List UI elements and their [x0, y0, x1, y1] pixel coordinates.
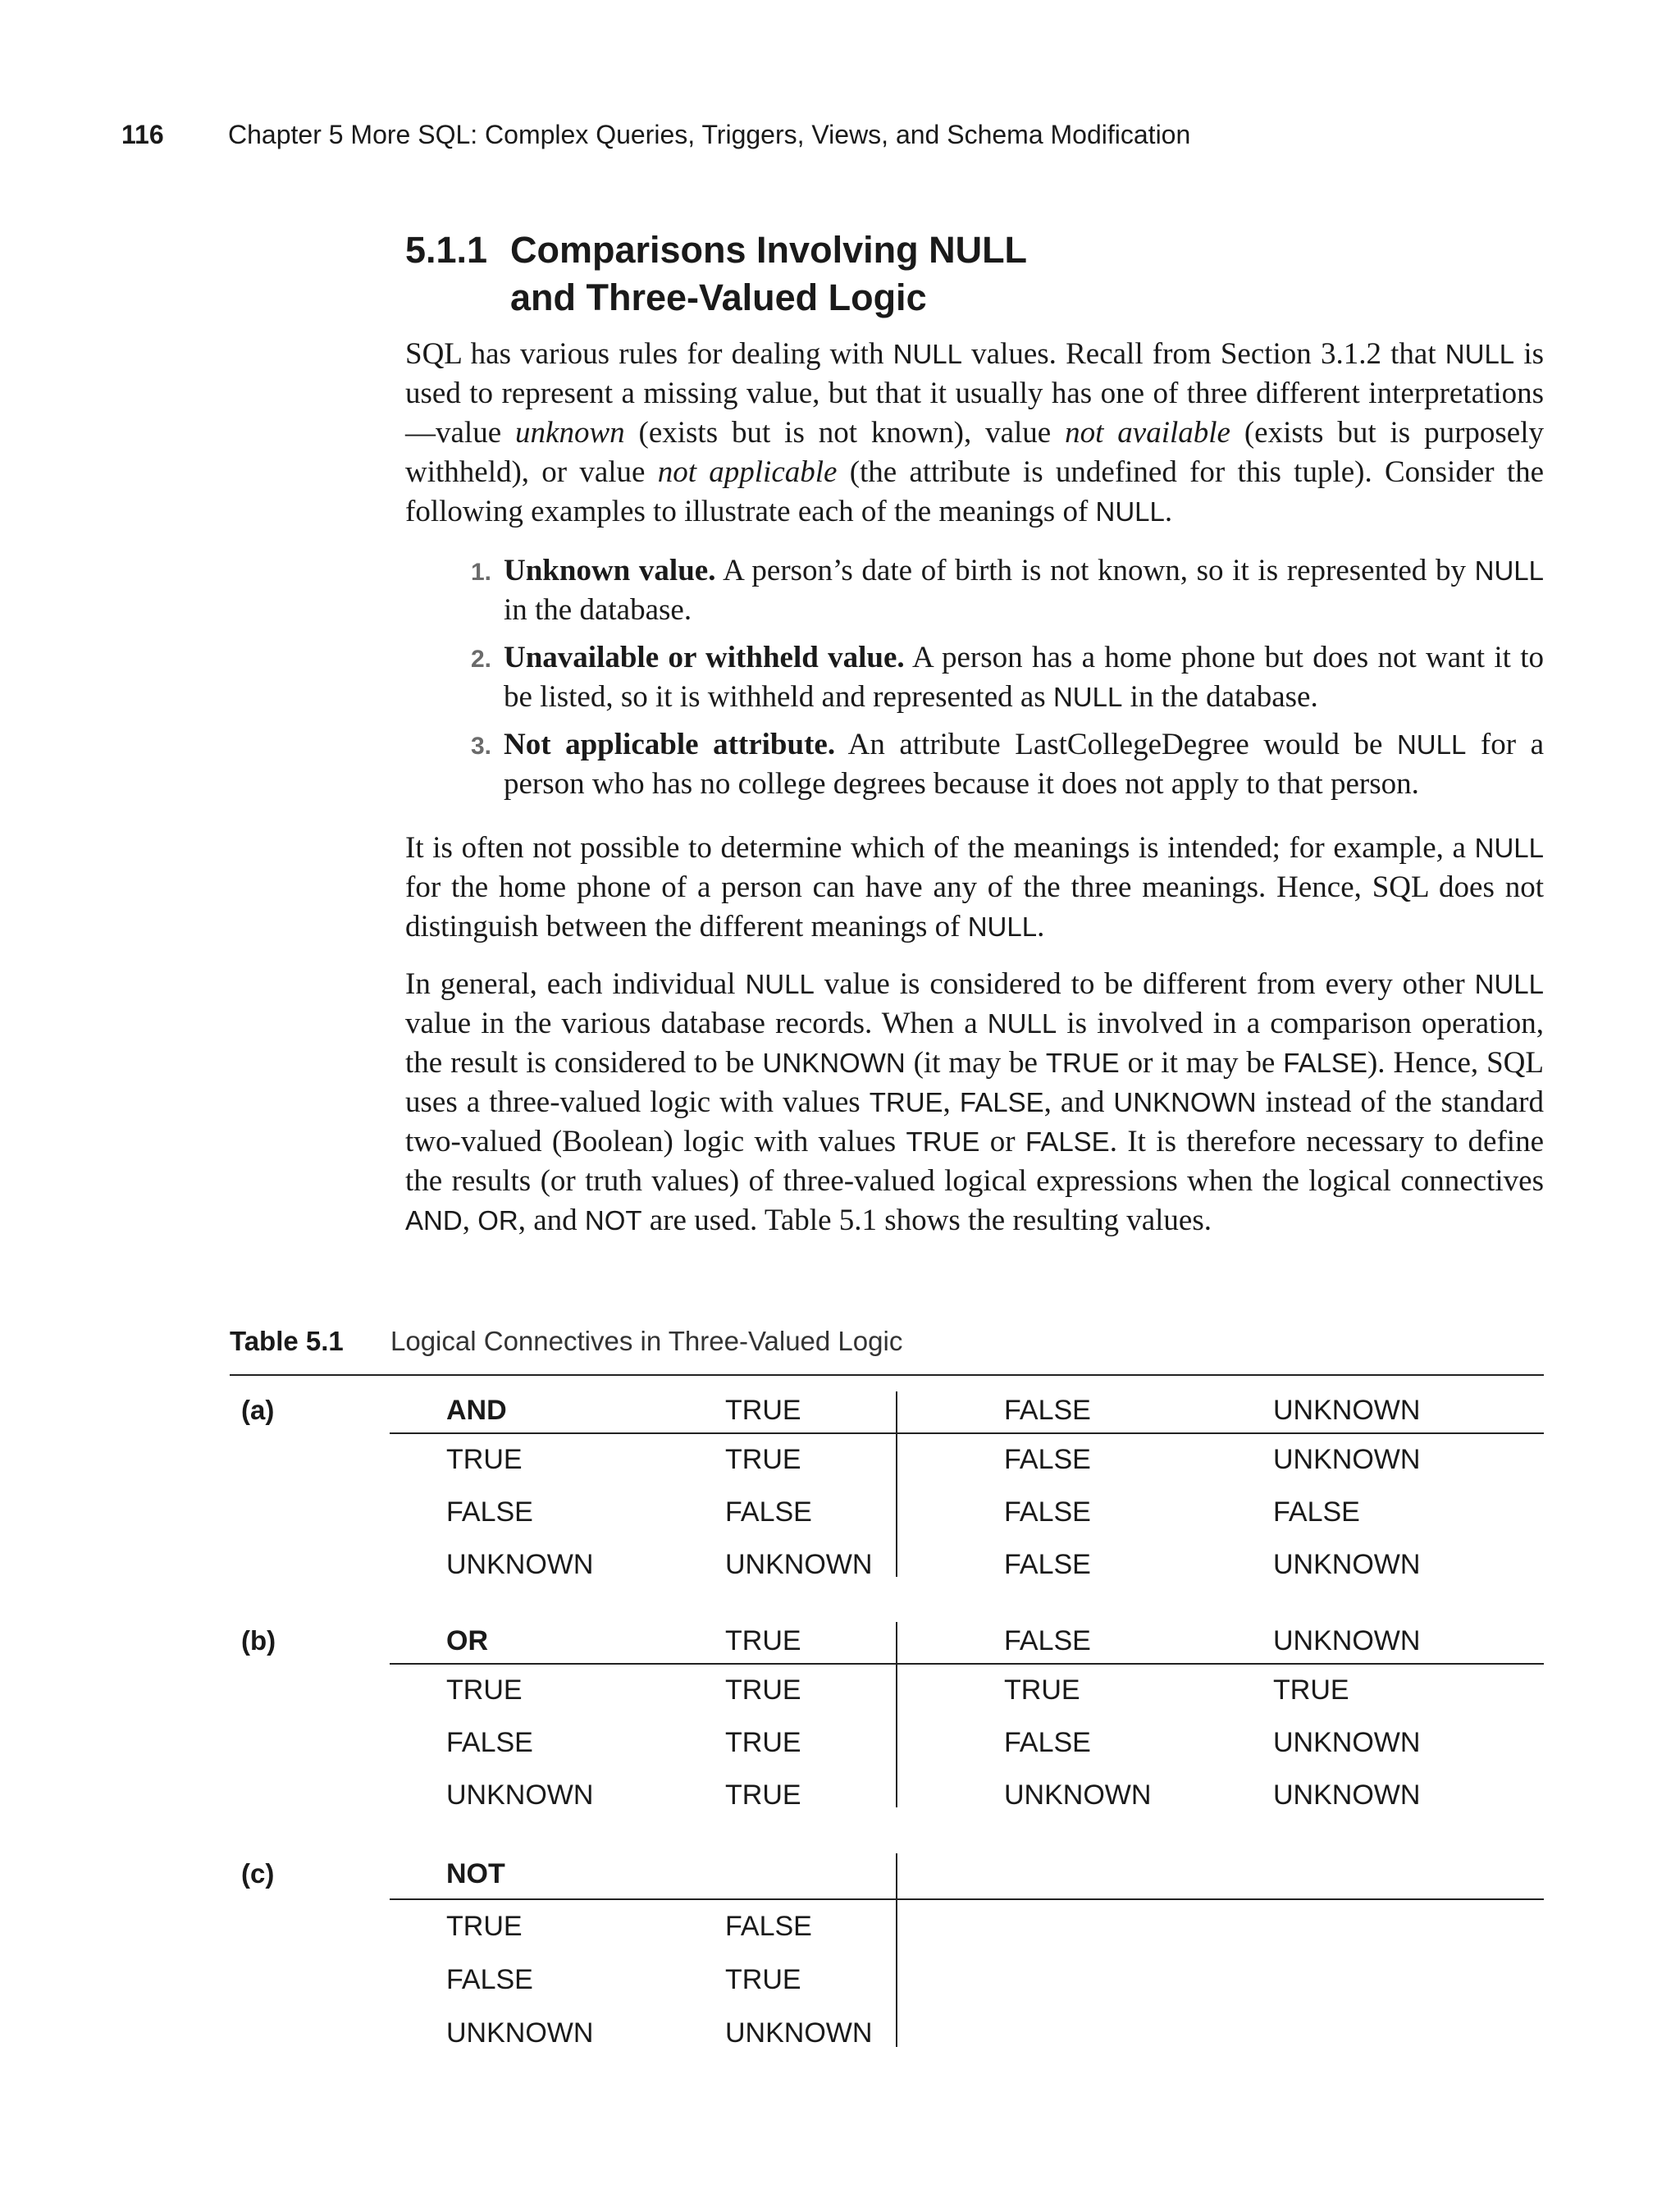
list-label: Unavailable or withheld value.: [504, 641, 905, 674]
cell: TRUE: [725, 1964, 801, 1995]
list-label: Unknown value.: [504, 554, 716, 587]
text: values. Recall from Section 3.1.2 that: [962, 337, 1445, 371]
running-head: [121, 120, 1190, 150]
cell: UNKNOWN: [1273, 1444, 1421, 1475]
list-item: [405, 725, 1544, 804]
text: A person has a home phone but does not want it to be listed, so it is withheld and represented as: [504, 641, 1544, 714]
paragraph-2: [405, 829, 1544, 947]
section-title-line2: and Three-Valued Logic: [510, 276, 927, 318]
cell: UNKNOWN: [725, 1549, 873, 1580]
header-rule: [390, 1663, 1544, 1665]
header-cell: UNKNOWN: [1273, 1625, 1421, 1656]
cell: UNKNOWN: [446, 1779, 594, 1811]
cell: UNKNOWN: [725, 2017, 873, 2049]
text: (it may be: [905, 1046, 1046, 1080]
text: is involved in a comparison operation, the result is considered to be: [405, 1007, 1544, 1080]
keyword: TRUE: [869, 1087, 943, 1117]
cell: UNKNOWN: [1004, 1779, 1152, 1811]
cell: UNKNOWN: [1273, 1549, 1421, 1580]
cell: UNKNOWN: [1273, 1727, 1421, 1758]
keyword-null: NULL: [1474, 833, 1544, 863]
text: It is often not possible to determine which of the meanings is intended; for example, a: [405, 831, 1475, 865]
keyword-null: NULL: [892, 339, 962, 369]
header-cell: NOT: [446, 1858, 505, 1889]
cell: FALSE: [725, 1911, 812, 1942]
table-or: [230, 1625, 1544, 1814]
text: are used. Table 5.1 shows the resulting values.: [641, 1204, 1212, 1237]
keyword: NULL: [1474, 969, 1544, 999]
text: value is considered to be different from every other: [814, 967, 1475, 1001]
keyword: TRUE: [906, 1126, 980, 1157]
subtable-tag: (a): [241, 1395, 275, 1425]
keyword-null: NULL: [1095, 496, 1165, 527]
table-title: Logical Connectives in Three-Valued Logic: [390, 1326, 903, 1356]
subtable-tag: (c): [241, 1858, 275, 1889]
table-row: [230, 1549, 1544, 1582]
table-row: [230, 1964, 1544, 1997]
cell: TRUE: [725, 1444, 801, 1475]
text: SQL has various rules for dealing with: [405, 337, 893, 371]
examples-list: [405, 551, 1544, 812]
keyword: AND: [405, 1205, 463, 1236]
keyword: FALSE: [1025, 1126, 1110, 1157]
table-row: [230, 1674, 1544, 1707]
chapter-title: Chapter 5 More SQL: Complex Queries, Triggers, Views, and Schema Modification: [228, 120, 1191, 149]
keyword: UNKNOWN: [1113, 1087, 1257, 1117]
emphasis: not applicable: [657, 455, 838, 489]
emphasis: unknown: [515, 416, 625, 450]
cell: TRUE: [1004, 1674, 1080, 1706]
header-cell: AND: [446, 1395, 507, 1426]
cell: FALSE: [446, 1496, 533, 1528]
cell: TRUE: [446, 1444, 523, 1475]
cell: FALSE: [1273, 1496, 1360, 1528]
cell: UNKNOWN: [446, 1549, 594, 1580]
cell: TRUE: [725, 1674, 801, 1706]
header-cell: TRUE: [725, 1625, 801, 1656]
caption-rule: [230, 1374, 1544, 1376]
header-rule: [390, 1432, 1544, 1434]
text: (exists but is purposely withheld), or value: [405, 416, 1545, 489]
cell: TRUE: [446, 1674, 523, 1706]
text: (the attribute is undefined for this tuple). Consider the following examples to illustrate each of the meanings of: [405, 455, 1545, 528]
cell: FALSE: [1004, 1727, 1091, 1758]
text: is used to represent a missing value, but that it usually has one of three different interpretations—value: [405, 337, 1544, 450]
list-item: [405, 638, 1544, 717]
cell: FALSE: [1004, 1444, 1091, 1475]
text: ,: [462, 1204, 478, 1237]
keyword: OR: [477, 1205, 518, 1236]
header-cell: TRUE: [725, 1395, 801, 1426]
table-row: [230, 1779, 1544, 1812]
table-row: [230, 1911, 1544, 1944]
cell: FALSE: [1004, 1549, 1091, 1580]
cell: TRUE: [725, 1779, 801, 1811]
keyword: FALSE: [1283, 1048, 1367, 1078]
cell: FALSE: [1004, 1496, 1091, 1528]
subtable-tag: (b): [241, 1625, 276, 1656]
header-cell: UNKNOWN: [1273, 1395, 1421, 1426]
section-title-line1: Comparisons Involving NULL: [510, 229, 1028, 271]
keyword: UNKNOWN: [762, 1048, 906, 1078]
table-label: Table 5.1: [230, 1326, 344, 1356]
keyword: FALSE: [959, 1087, 1044, 1117]
header-cell: FALSE: [1004, 1395, 1091, 1426]
table-and: [230, 1395, 1544, 1583]
table-row: [230, 1496, 1544, 1529]
text: , and: [1043, 1085, 1114, 1119]
keyword-null: NULL: [1396, 729, 1467, 760]
keyword: NULL: [745, 969, 815, 999]
text: in the database.: [1122, 680, 1318, 714]
keyword-null: NULL: [1445, 339, 1515, 369]
list-item: [405, 551, 1544, 630]
text: for a person who has no college degrees because it does not apply to that person.: [504, 728, 1544, 801]
header-rule: [390, 1898, 1544, 1900]
text: instead of the standard two-valued (Boolean) logic with values: [405, 1085, 1545, 1158]
text: (exists but is not known), value: [624, 416, 1066, 450]
table-header-row: [230, 1395, 1544, 1428]
text: ,: [943, 1085, 960, 1119]
paragraph-3: [405, 965, 1544, 1240]
section-number: 5.1.1: [405, 229, 488, 271]
keyword-null: NULL: [1052, 682, 1123, 712]
keyword-null: NULL: [967, 911, 1038, 942]
keyword: NULL: [987, 1008, 1057, 1039]
text: .: [1037, 910, 1045, 943]
text: ). Hence, SQL uses a three-valued logic with values: [405, 1046, 1544, 1119]
keyword: TRUE: [1045, 1048, 1120, 1078]
paragraph-1: [405, 335, 1544, 532]
header-cell: OR: [446, 1625, 488, 1656]
cell: TRUE: [446, 1911, 523, 1942]
text: or: [979, 1125, 1025, 1158]
table-header-row: [230, 1858, 1544, 1891]
list-number: 2.: [471, 646, 492, 673]
text: An attribute LastCollegeDegree would be: [835, 728, 1397, 761]
emphasis: not available: [1065, 416, 1230, 450]
text: for the home phone of a person can have any of the three meanings. Hence, SQL does not distinguish between the different meanings of: [405, 870, 1544, 943]
list-label: Not applicable attribute.: [504, 728, 836, 761]
cell: UNKNOWN: [446, 2017, 594, 2049]
text: in the database.: [504, 593, 692, 627]
text: A person’s date of birth is not known, so it is represented by: [715, 554, 1475, 587]
table-not: [230, 1858, 1544, 2055]
text: , and: [518, 1204, 585, 1237]
cell: FALSE: [446, 1964, 533, 1995]
text: In general, each individual: [405, 967, 746, 1001]
cell: FALSE: [725, 1496, 812, 1528]
keyword-null: NULL: [1474, 555, 1544, 586]
cell: TRUE: [1273, 1674, 1349, 1706]
text: value in the various database records. When a: [405, 1007, 988, 1040]
cell: TRUE: [725, 1727, 801, 1758]
list-number: 3.: [471, 733, 492, 760]
section-heading: [405, 226, 1027, 322]
text: .: [1164, 495, 1173, 528]
keyword: NOT: [584, 1205, 642, 1236]
text: . It is therefore necessary to define the results (or truth values) of three-valued logical expressions when the logical connectives: [405, 1125, 1545, 1198]
page-number: 116: [121, 120, 164, 149]
cell: UNKNOWN: [1273, 1779, 1421, 1811]
header-cell: FALSE: [1004, 1625, 1091, 1656]
table-header-row: [230, 1625, 1544, 1658]
table-row: [230, 1444, 1544, 1477]
text: or it may be: [1119, 1046, 1284, 1080]
table-caption: [230, 1326, 902, 1357]
list-number: 1.: [471, 559, 492, 586]
table-row: [230, 2017, 1544, 2050]
table-row: [230, 1727, 1544, 1760]
cell: FALSE: [446, 1727, 533, 1758]
